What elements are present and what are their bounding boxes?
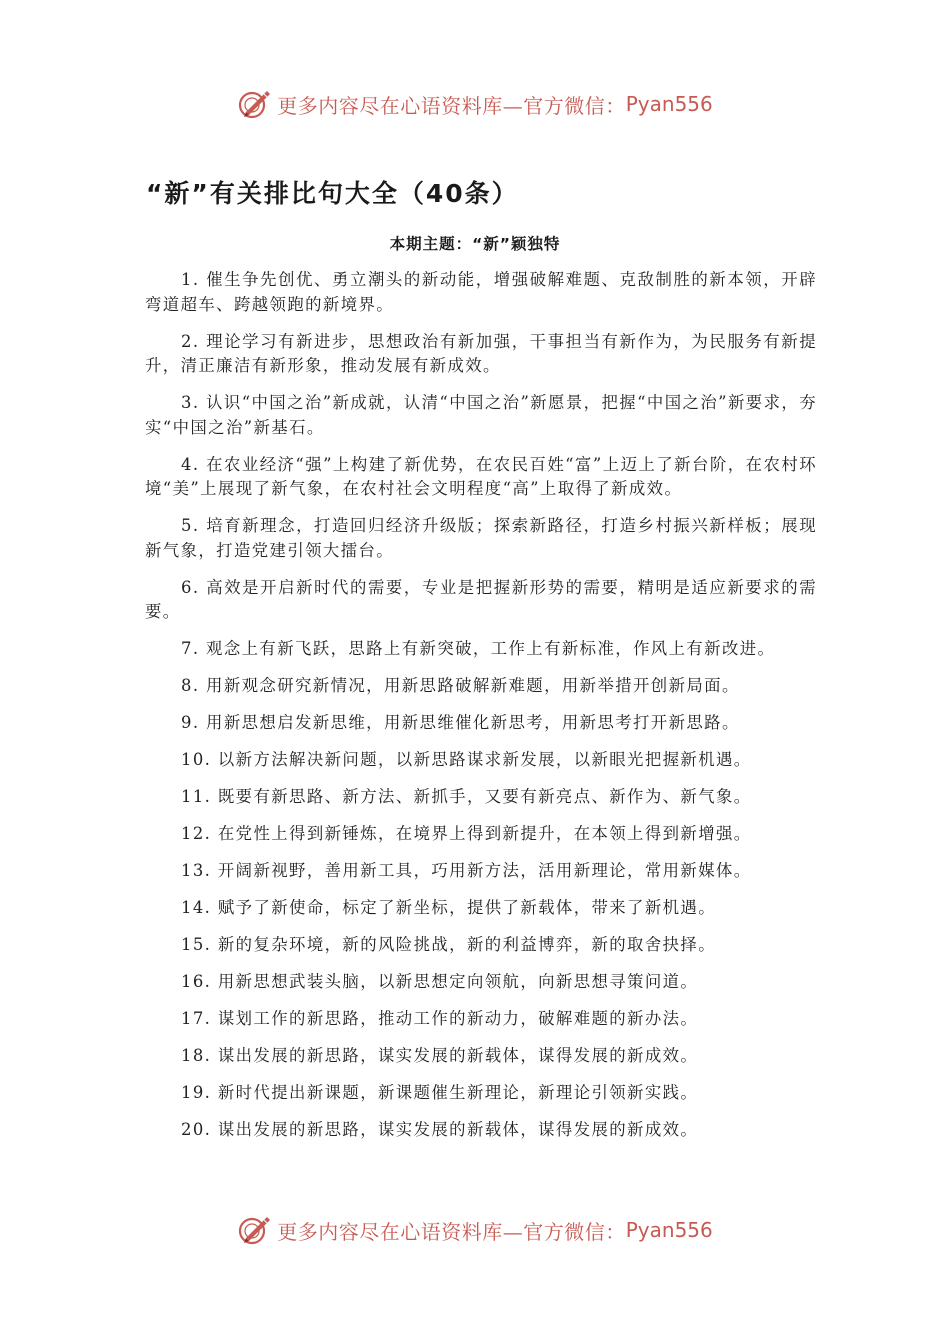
pen-logo-icon (237, 1212, 273, 1248)
list-item: 19. 新时代提出新课题，新课题催生新理论，新理论引领新实践。 (181, 1083, 699, 1102)
list-item: 3. 认识“中国之治”新成就，认清“中国之治”新愿景，把握“中国之治”新要求，夯实“中国之治”新基石。 (145, 393, 817, 437)
list-item: 1. 催生争先创优、勇立潮头的新动能，增强破解难题、克敌制胜的新本领，开辟弯道超车、跨越领跑的新境界。 (145, 270, 817, 314)
list-item: 11. 既要有新思路、新方法、新抓手，又要有新亮点、新作为、新气象。 (181, 787, 752, 806)
list-item: 9. 用新思想启发新思维，用新思维催化新思考，用新思考打开新思路。 (181, 713, 740, 732)
list-item: 4. 在农业经济“强”上构建了新优势，在农民百姓“富”上迈上了新台阶，在农村环境“美”上展现了新气象，在农村社会文明程度“高”上取得了新成效。 (145, 454, 817, 498)
list-item: 7. 观念上有新飞跃，思路上有新突破，工作上有新标准，作风上有新改进。 (181, 639, 776, 658)
list-item: 6. 高效是开启新时代的需要，专业是把握新形势的需要，精明是适应新要求的需要。 (145, 577, 817, 621)
banner-text: 更多内容尽在心语资料库—官方微信： (277, 93, 626, 118)
list-item: 5. 培育新理念，打造回归经济升级版；探索新路径，打造乡村振兴新样板；展现新气象，打造党建引领大擂台。 (145, 516, 817, 560)
banner-wechat-id: Pyan556 (625, 1218, 713, 1242)
list-item: 13. 开阔新视野，善用新工具，巧用新方法，活用新理论，常用新媒体。 (181, 861, 752, 880)
list-item: 17. 谋划工作的新思路，推动工作的新动力，破解难题的新办法。 (181, 1009, 699, 1028)
banner-text: 更多内容尽在心语资料库—官方微信： (277, 1219, 626, 1244)
list-item: 12. 在党性上得到新锤炼，在境界上得到新提升，在本领上得到新增强。 (181, 824, 752, 843)
banner-wechat-id: Pyan556 (625, 92, 713, 116)
list-item: 2. 理论学习有新进步，思想政治有新加强，干事担当有新作为，为民服务有新提升，清正廉洁有新形象，推动发展有新成效。 (145, 331, 817, 375)
list-item: 18. 谋出发展的新思路，谋实发展的新载体，谋得发展的新成效。 (181, 1046, 699, 1065)
footer-banner (0, 1210, 950, 1250)
list-item: 15. 新的复杂环境，新的风险挑战，新的利益博弈，新的取舍抉择。 (181, 935, 717, 954)
pen-logo-icon (237, 86, 273, 122)
list-item: 20. 谋出发展的新思路，谋实发展的新载体，谋得发展的新成效。 (181, 1120, 699, 1139)
list-item: 8. 用新观念研究新情况，用新思路破解新难题，用新举措开创新局面。 (181, 676, 740, 695)
subtitle: 本期主题：“新”颖独特 (389, 235, 561, 253)
list-item: 10. 以新方法解决新问题，以新思路谋求新发展，以新眼光把握新机遇。 (181, 750, 752, 769)
list-item: 16. 用新思想武装头脑，以新思想定向领航，向新思想寻策问道。 (181, 972, 699, 991)
list-item: 14. 赋予了新使命，标定了新坐标，提供了新载体，带来了新机遇。 (181, 898, 717, 917)
header-banner (0, 84, 950, 124)
page-title: “新”有关排比句大全（40条） (146, 179, 519, 208)
sentence-list (145, 268, 817, 1155)
